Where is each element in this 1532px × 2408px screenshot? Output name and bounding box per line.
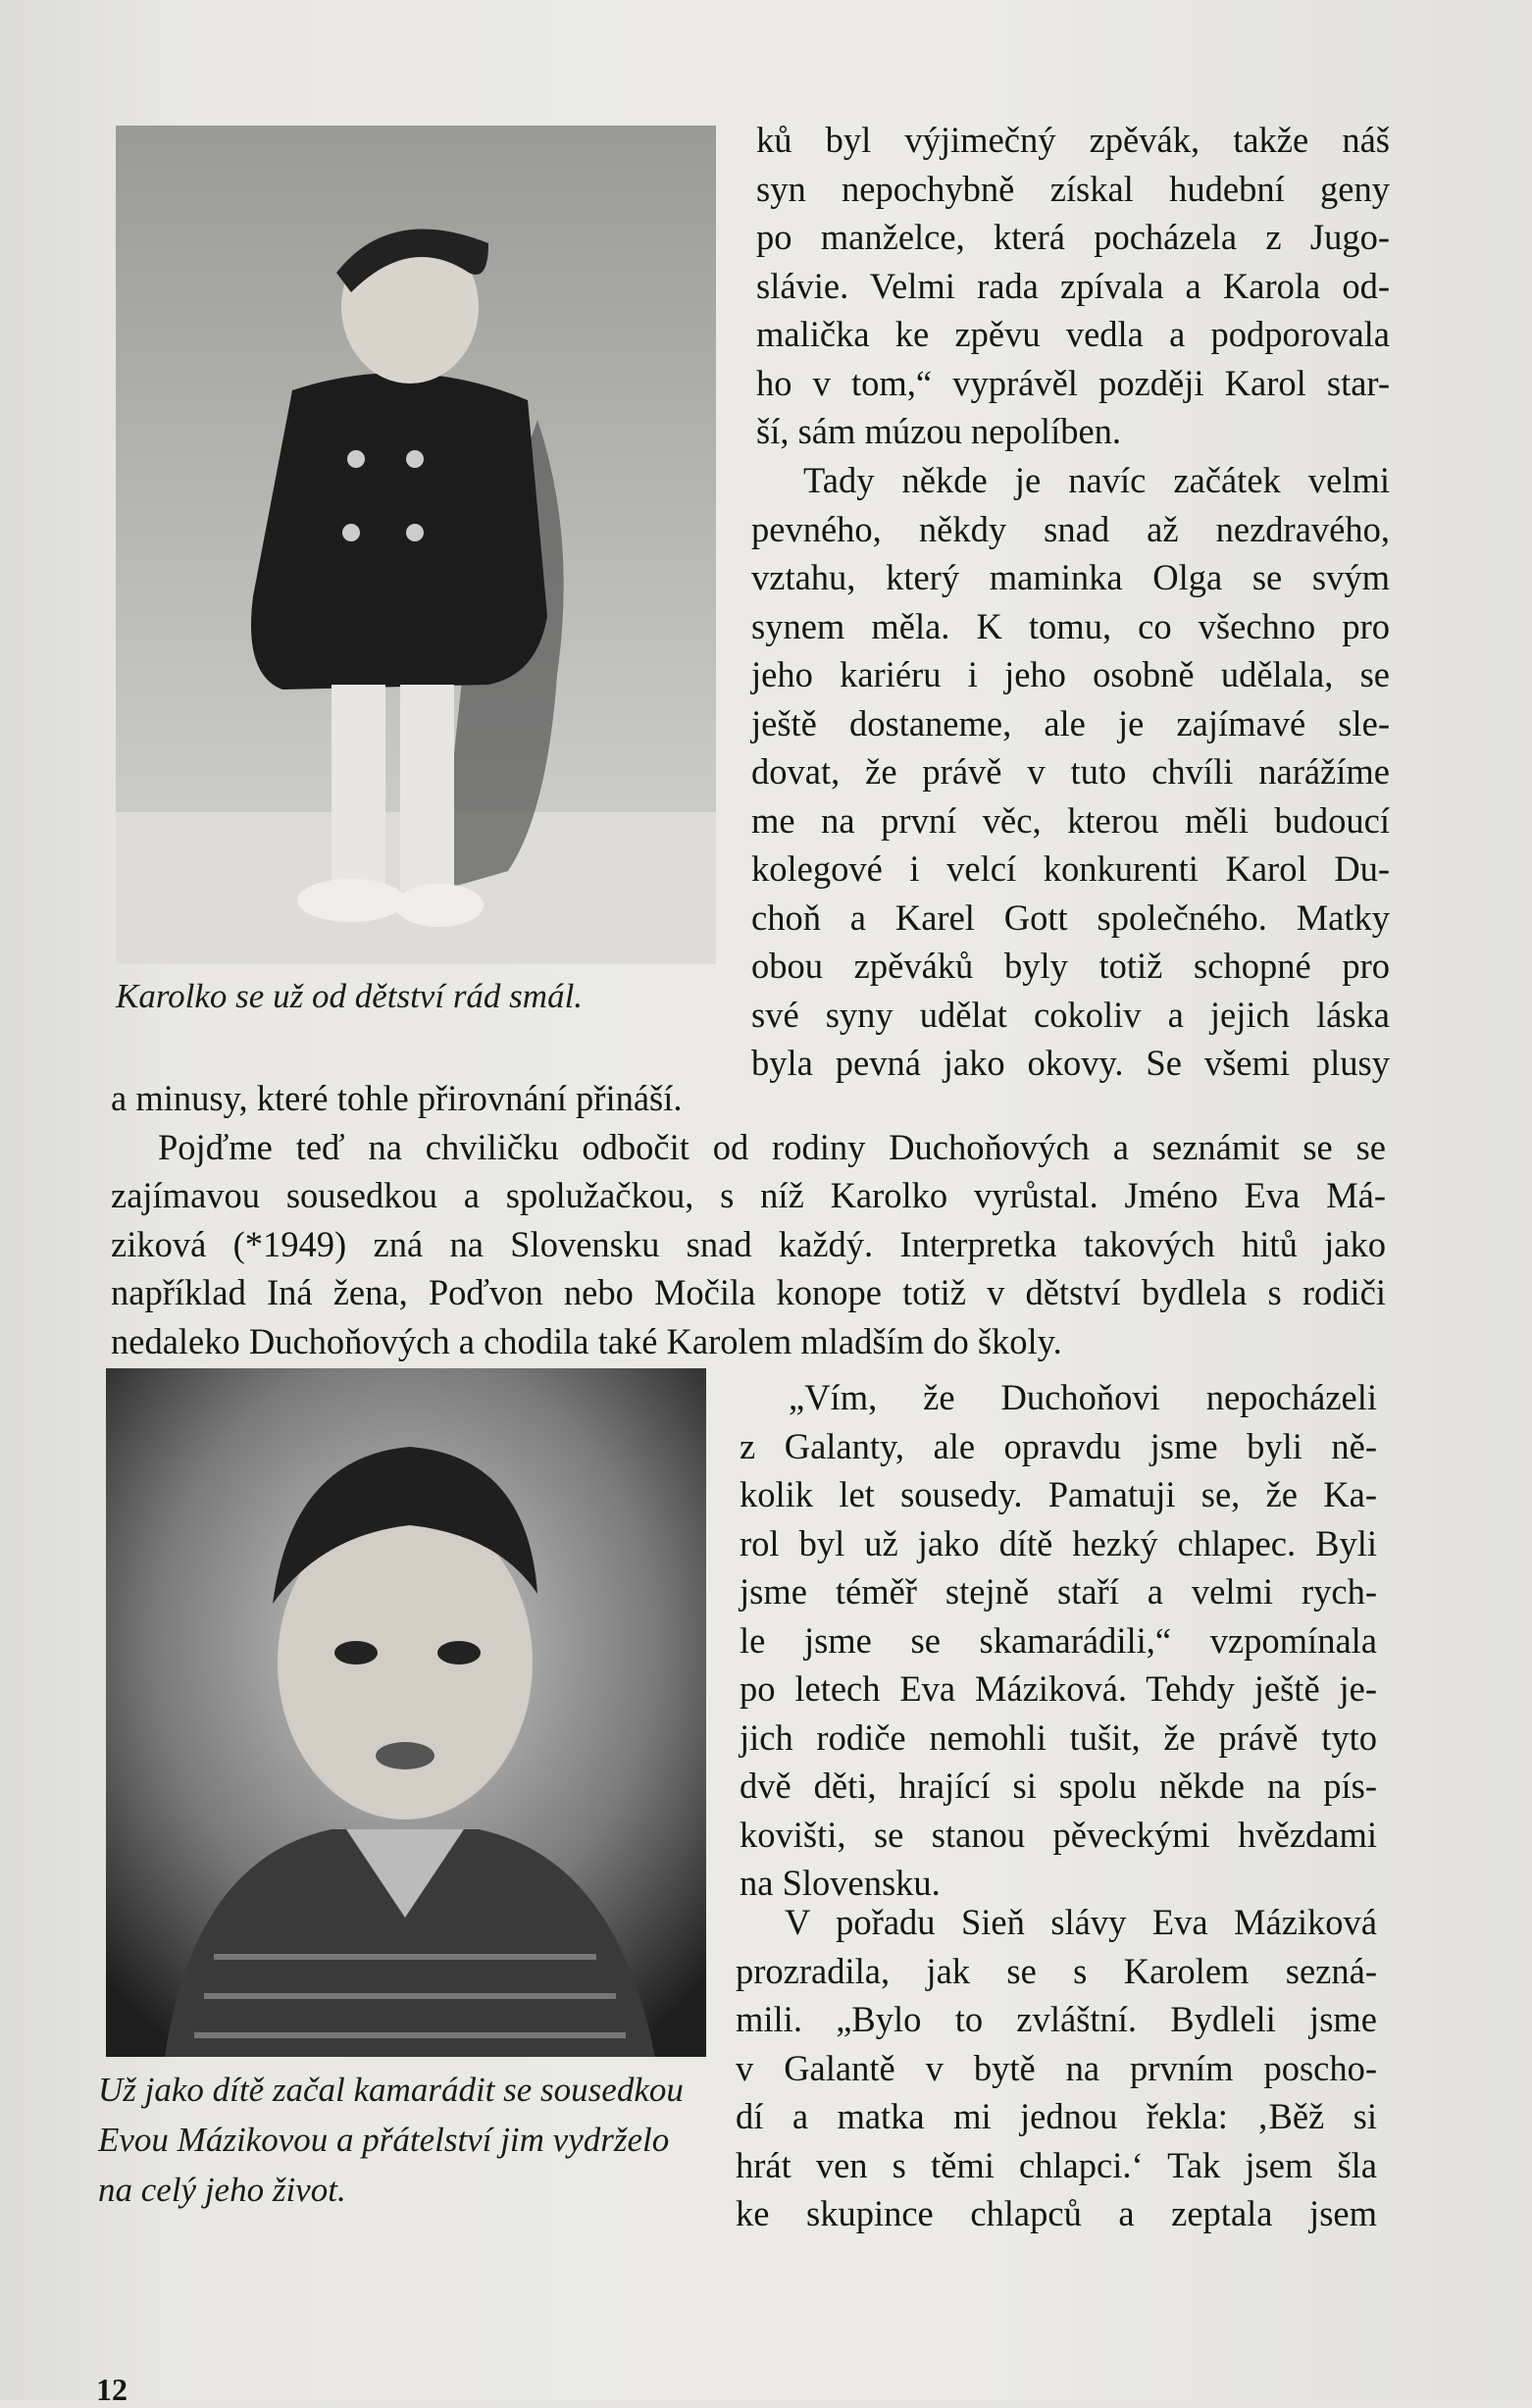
text-line: nedaleko Duchoňových a chodila také Karolem mladším do školy. (111, 1320, 1062, 1361)
text-column-bottom (736, 1898, 1377, 2238)
text-line: po manželce, která pocházela z Jugo- (756, 217, 1390, 257)
page-number: 12 (96, 2372, 128, 2407)
text-line: le jsme se skamarádili,“ vzpomínala (740, 1619, 1377, 1661)
text-line: Pojďme teď na chviličku odbočit od rodiny Duchoňových a seznámit se se (158, 1126, 1386, 1167)
text-line: ke skupince chlapců a zeptala jsem (736, 2193, 1377, 2233)
text-line: po letech Eva Máziková. Tehdy ještě je- (740, 1668, 1377, 1709)
text-line: ší, sám múzou nepolíben. (756, 411, 1122, 451)
text-column-top (756, 116, 1390, 456)
text-line: jich rodiče nemohli tušit, že právě tyto (740, 1716, 1377, 1758)
text-line: malička ke zpěvu vedla a podporovala (756, 314, 1390, 354)
text-line: kolik let sousedy. Pamatuji se, že Ka- (740, 1474, 1377, 1514)
text-line: z Galanty, ale opravdu jsme byli ně- (740, 1425, 1377, 1466)
text-line: ještě dostaneme, ale je zajímavé sle- (751, 702, 1390, 743)
text-line: slávie. Velmi rada zpívala a Karola od- (756, 265, 1390, 306)
text-line: „Vím, že Duchoňovi nepocházeli (789, 1377, 1377, 1417)
text-line: synem měla. K tomu, co všechno pro (751, 605, 1390, 646)
text-line: na Slovensku. (740, 1863, 941, 1903)
text-line: rol byl už jako dítě hezký chlapec. Byli (740, 1522, 1377, 1563)
text-line: ků byl výjimečný zpěvák, takže náš (756, 120, 1390, 160)
text-line: byla pevná jako okovy. Se všemi plusy (751, 1043, 1390, 1083)
text-full-width (111, 1074, 1386, 1365)
text-line: kovišti, se stanou pěveckými hvězdami (740, 1814, 1377, 1855)
text-line: kolegové i velcí konkurenti Karol Du- (751, 848, 1390, 889)
text-line: dí a matka mi jednou řekla: ‚Běž si (736, 2096, 1377, 2136)
text-column-middle (751, 456, 1390, 1088)
text-line: v Galantě v bytě na prvním poscho- (736, 2047, 1377, 2088)
text-line: V pořadu Sieň slávy Eva Máziková (785, 1902, 1377, 1942)
text-line: dovat, že právě v tuto chvíli narážíme (751, 751, 1390, 792)
text-line: například Iná žena, Poďvon nebo Močila konope totiž v dětství bydlela s rodiči (111, 1272, 1386, 1312)
text-line: dvě děti, hrající si spolu někde na pís- (740, 1766, 1377, 1806)
text-line: syn nepochybně získal hudební geny (756, 168, 1390, 209)
text-line: ho v tom,“ vyprávěl později Karol star- (756, 362, 1390, 403)
text-line: choň a Karel Gott společného. Matky (751, 897, 1390, 938)
text-line: pevného, někdy snad až nezdravého, (751, 508, 1390, 549)
text-line: obou zpěváků byly totiž schopné pro (751, 946, 1390, 986)
text-line: a minusy, které tohle přirovnání přináší. (111, 1078, 683, 1118)
photo1-caption: Karolko se už od dětství rád smál. (116, 977, 584, 1015)
text-line: zajímavou sousedkou a spolužačkou, s níž Karolko vyrůstal. Jméno Eva Má- (111, 1175, 1386, 1215)
text-column-lower (740, 1373, 1377, 1908)
text-line: jeho kariéru i jeho osobně udělala, se (751, 654, 1390, 694)
text-line: ziková (*1949) zná na Slovensku snad každý. Interpretka takových hitů jako (111, 1223, 1386, 1264)
photo2-caption: Už jako dítě začal kamarádit se sousedkou Evou Mázikovou a přátelství jim vydrželo na celý jeho život. (98, 2071, 684, 2209)
text-line: me na první věc, kterou měli budoucí (751, 799, 1390, 841)
text-line: Tady někde je navíc začátek velmi (803, 460, 1390, 500)
text-line: hrát ven s těmi chlapci.‘ Tak jsem šla (736, 2144, 1377, 2185)
text-line: své syny udělat cokoliv a jejich láska (751, 994, 1390, 1035)
text-line: jsme téměř stejně staří a velmi rych- (740, 1571, 1377, 1612)
text-line: vztahu, který maminka Olga se svým (751, 557, 1390, 597)
text-line: mili. „Bylo to zvláštní. Bydleli jsme (736, 1999, 1377, 2039)
text-line: prozradila, jak se s Karolem sezná- (736, 1950, 1377, 1991)
photo-karolko-coat (116, 126, 716, 964)
photo-karolko-portrait (106, 1368, 706, 2057)
